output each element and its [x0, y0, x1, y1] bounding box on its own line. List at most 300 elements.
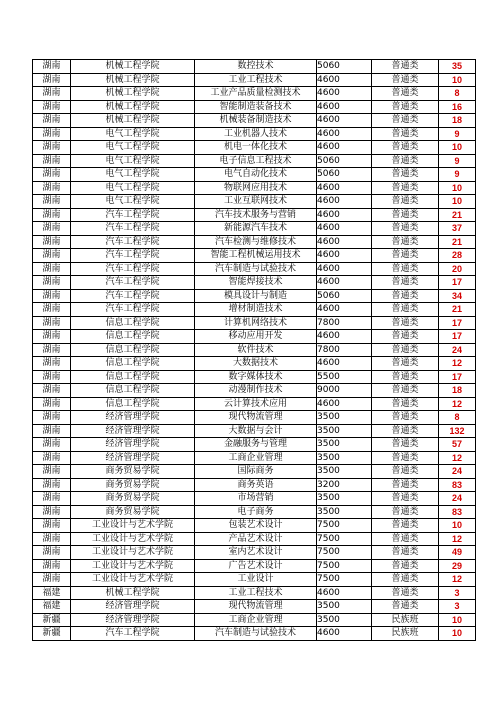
admission-type-cell: 普通类: [372, 208, 439, 222]
admission-type-cell: 普通类: [372, 168, 439, 182]
college-cell: 经济管理学院: [71, 613, 195, 627]
admission-type-cell: 普通类: [372, 384, 439, 398]
major-cell: 汽车制造与试验技术: [195, 262, 317, 276]
province-cell: 新疆: [33, 627, 71, 641]
admission-type-cell: 普通类: [372, 330, 439, 344]
college-cell: 信息工程学院: [71, 316, 195, 330]
tuition-fee-cell: 4600: [317, 303, 372, 317]
tuition-fee-cell: 3500: [317, 451, 372, 465]
tuition-fee-cell: 7800: [317, 316, 372, 330]
tuition-fee-cell: 4600: [317, 276, 372, 290]
tuition-fee-cell: 3500: [317, 465, 372, 479]
table-row: [33, 438, 476, 452]
province-cell: 湖南: [33, 114, 71, 128]
quota-count-cell: 57: [439, 438, 476, 452]
province-cell: 湖南: [33, 100, 71, 114]
major-cell: 智能工程机械运用技术: [195, 249, 317, 263]
tuition-fee-cell: 4600: [317, 87, 372, 101]
province-cell: 湖南: [33, 384, 71, 398]
admission-type-cell: 普通类: [372, 424, 439, 438]
table-row: [33, 168, 476, 182]
table-row: [33, 600, 476, 614]
table-row: [33, 478, 476, 492]
table-row: [33, 546, 476, 560]
quota-count-cell: 10: [439, 195, 476, 209]
province-cell: 湖南: [33, 249, 71, 263]
quota-count-cell: 12: [439, 532, 476, 546]
quota-count-cell: 28: [439, 249, 476, 263]
quota-count-cell: 10: [439, 73, 476, 87]
quota-count-cell: 29: [439, 559, 476, 573]
major-cell: 国际商务: [195, 465, 317, 479]
table-row: [33, 114, 476, 128]
province-cell: 湖南: [33, 154, 71, 168]
college-cell: 汽车工程学院: [71, 235, 195, 249]
quota-count-cell: 10: [439, 141, 476, 155]
admission-type-cell: 普通类: [372, 357, 439, 371]
college-cell: 信息工程学院: [71, 357, 195, 371]
admission-type-cell: 普通类: [372, 154, 439, 168]
admission-type-cell: 普通类: [372, 114, 439, 128]
quota-count-cell: 3: [439, 586, 476, 600]
province-cell: 湖南: [33, 276, 71, 290]
quota-count-cell: 17: [439, 370, 476, 384]
college-cell: 经济管理学院: [71, 438, 195, 452]
college-cell: 经济管理学院: [71, 600, 195, 614]
college-cell: 工业设计与艺术学院: [71, 519, 195, 533]
province-cell: 湖南: [33, 357, 71, 371]
major-cell: 数字媒体技术: [195, 370, 317, 384]
college-cell: 电气工程学院: [71, 181, 195, 195]
major-cell: 工业产品质量检测技术: [195, 87, 317, 101]
table-row: [33, 424, 476, 438]
college-cell: 信息工程学院: [71, 397, 195, 411]
tuition-fee-cell: 4600: [317, 262, 372, 276]
admission-type-cell: 普通类: [372, 559, 439, 573]
tuition-fee-cell: 4600: [317, 249, 372, 263]
college-cell: 机械工程学院: [71, 114, 195, 128]
province-cell: 湖南: [33, 505, 71, 519]
tuition-fee-cell: 4600: [317, 330, 372, 344]
college-cell: 机械工程学院: [71, 100, 195, 114]
admission-type-cell: 普通类: [372, 343, 439, 357]
quota-count-cell: 35: [439, 60, 476, 74]
admission-type-cell: 普通类: [372, 73, 439, 87]
major-cell: 工业工程技术: [195, 586, 317, 600]
major-cell: 金融服务与管理: [195, 438, 317, 452]
province-cell: 湖南: [33, 316, 71, 330]
tuition-fee-cell: 5060: [317, 60, 372, 74]
admission-type-cell: 普通类: [372, 438, 439, 452]
college-cell: 工业设计与艺术学院: [71, 559, 195, 573]
major-cell: 物联网应用技术: [195, 181, 317, 195]
quota-count-cell: 21: [439, 235, 476, 249]
quota-count-cell: 20: [439, 262, 476, 276]
major-cell: 市场营销: [195, 492, 317, 506]
quota-count-cell: 21: [439, 303, 476, 317]
tuition-fee-cell: 4600: [317, 397, 372, 411]
province-cell: 新疆: [33, 613, 71, 627]
tuition-fee-cell: 3500: [317, 600, 372, 614]
table-row: [33, 154, 476, 168]
tuition-fee-cell: 3200: [317, 478, 372, 492]
tuition-fee-cell: 4600: [317, 222, 372, 236]
major-cell: 机电一体化技术: [195, 141, 317, 155]
quota-count-cell: 9: [439, 154, 476, 168]
major-cell: 大数据与会计: [195, 424, 317, 438]
major-cell: 产品艺术设计: [195, 532, 317, 546]
table-row: [33, 384, 476, 398]
province-cell: 湖南: [33, 411, 71, 425]
major-cell: 智能制造装备技术: [195, 100, 317, 114]
tuition-fee-cell: 4600: [317, 627, 372, 641]
major-cell: 数控技术: [195, 60, 317, 74]
college-cell: 商务贸易学院: [71, 492, 195, 506]
admission-type-cell: 普通类: [372, 478, 439, 492]
quota-count-cell: 24: [439, 492, 476, 506]
province-cell: 湖南: [33, 303, 71, 317]
quota-count-cell: 3: [439, 600, 476, 614]
quota-count-cell: 21: [439, 208, 476, 222]
province-cell: 湖南: [33, 127, 71, 141]
tuition-fee-cell: 5060: [317, 154, 372, 168]
college-cell: 经济管理学院: [71, 451, 195, 465]
province-cell: 湖南: [33, 424, 71, 438]
college-cell: 工业设计与艺术学院: [71, 573, 195, 587]
tuition-fee-cell: 3500: [317, 492, 372, 506]
college-cell: 汽车工程学院: [71, 303, 195, 317]
province-cell: 福建: [33, 586, 71, 600]
table-body: [33, 60, 476, 641]
tuition-fee-cell: 4600: [317, 181, 372, 195]
quota-count-cell: 83: [439, 478, 476, 492]
province-cell: 湖南: [33, 465, 71, 479]
quota-count-cell: 18: [439, 384, 476, 398]
tuition-fee-cell: 3500: [317, 438, 372, 452]
admission-type-cell: 普通类: [372, 586, 439, 600]
college-cell: 经济管理学院: [71, 424, 195, 438]
quota-count-cell: 24: [439, 465, 476, 479]
province-cell: 湖南: [33, 60, 71, 74]
quota-count-cell: 12: [439, 451, 476, 465]
quota-count-cell: 9: [439, 127, 476, 141]
admission-type-cell: 民族班: [372, 613, 439, 627]
table-row: [33, 60, 476, 74]
major-cell: 汽车制造与试验技术: [195, 627, 317, 641]
tuition-fee-cell: 7500: [317, 573, 372, 587]
major-cell: 现代物流管理: [195, 600, 317, 614]
province-cell: 湖南: [33, 397, 71, 411]
province-cell: 湖南: [33, 222, 71, 236]
quota-count-cell: 49: [439, 546, 476, 560]
province-cell: 湖南: [33, 573, 71, 587]
table-row: [33, 222, 476, 236]
quota-count-cell: 8: [439, 411, 476, 425]
major-cell: 增材制造技术: [195, 303, 317, 317]
tuition-fee-cell: 5500: [317, 370, 372, 384]
table-row: [33, 627, 476, 641]
admission-type-cell: 普通类: [372, 573, 439, 587]
major-cell: 移动应用开发: [195, 330, 317, 344]
major-cell: 汽车技术服务与营销: [195, 208, 317, 222]
admission-type-cell: 普通类: [372, 397, 439, 411]
tuition-fee-cell: 7800: [317, 343, 372, 357]
quota-count-cell: 83: [439, 505, 476, 519]
table-row: [33, 330, 476, 344]
table-row: [33, 343, 476, 357]
province-cell: 湖南: [33, 438, 71, 452]
quota-count-cell: 12: [439, 397, 476, 411]
tuition-fee-cell: 5060: [317, 168, 372, 182]
table-row: [33, 451, 476, 465]
quota-count-cell: 17: [439, 276, 476, 290]
college-cell: 商务贸易学院: [71, 465, 195, 479]
college-cell: 汽车工程学院: [71, 222, 195, 236]
quota-count-cell: 9: [439, 168, 476, 182]
quota-count-cell: 10: [439, 519, 476, 533]
college-cell: 机械工程学院: [71, 60, 195, 74]
province-cell: 湖南: [33, 451, 71, 465]
admission-type-cell: 普通类: [372, 249, 439, 263]
college-cell: 工业设计与艺术学院: [71, 546, 195, 560]
admission-type-cell: 普通类: [372, 600, 439, 614]
table-row: [33, 505, 476, 519]
major-cell: 智能焊接技术: [195, 276, 317, 290]
tuition-fee-cell: 7500: [317, 519, 372, 533]
province-cell: 湖南: [33, 195, 71, 209]
admission-type-cell: 普通类: [372, 87, 439, 101]
admission-type-cell: 普通类: [372, 519, 439, 533]
province-cell: 湖南: [33, 262, 71, 276]
table-row: [33, 357, 476, 371]
admission-type-cell: 普通类: [372, 276, 439, 290]
province-cell: 湖南: [33, 343, 71, 357]
tuition-fee-cell: 4600: [317, 100, 372, 114]
quota-count-cell: 34: [439, 289, 476, 303]
tuition-fee-cell: 4600: [317, 114, 372, 128]
table-row: [33, 235, 476, 249]
major-cell: 新能源汽车技术: [195, 222, 317, 236]
table-row: [33, 370, 476, 384]
tuition-fee-cell: 3500: [317, 411, 372, 425]
college-cell: 汽车工程学院: [71, 208, 195, 222]
college-cell: 汽车工程学院: [71, 289, 195, 303]
major-cell: 大数据技术: [195, 357, 317, 371]
major-cell: 现代物流管理: [195, 411, 317, 425]
table-row: [33, 276, 476, 290]
major-cell: 动漫制作技术: [195, 384, 317, 398]
tuition-fee-cell: 4600: [317, 586, 372, 600]
major-cell: 计算机网络技术: [195, 316, 317, 330]
admission-type-cell: 普通类: [372, 127, 439, 141]
table-row: [33, 87, 476, 101]
major-cell: 包装艺术设计: [195, 519, 317, 533]
province-cell: 湖南: [33, 87, 71, 101]
college-cell: 机械工程学院: [71, 586, 195, 600]
major-cell: 工业互联网技术: [195, 195, 317, 209]
quota-count-cell: 17: [439, 316, 476, 330]
table-row: [33, 519, 476, 533]
college-cell: 汽车工程学院: [71, 262, 195, 276]
province-cell: 湖南: [33, 519, 71, 533]
tuition-fee-cell: 4600: [317, 235, 372, 249]
tuition-fee-cell: 9000: [317, 384, 372, 398]
quota-count-cell: 10: [439, 181, 476, 195]
admission-type-cell: 普通类: [372, 195, 439, 209]
tuition-fee-cell: 3500: [317, 505, 372, 519]
major-cell: 云计算技术应用: [195, 397, 317, 411]
college-cell: 信息工程学院: [71, 370, 195, 384]
tuition-fee-cell: 7500: [317, 532, 372, 546]
major-cell: 室内艺术设计: [195, 546, 317, 560]
major-cell: 工业工程技术: [195, 73, 317, 87]
province-cell: 湖南: [33, 559, 71, 573]
table-row: [33, 573, 476, 587]
major-cell: 工业设计: [195, 573, 317, 587]
province-cell: 湖南: [33, 141, 71, 155]
college-cell: 信息工程学院: [71, 343, 195, 357]
major-cell: 电子商务: [195, 505, 317, 519]
quota-count-cell: 17: [439, 330, 476, 344]
province-cell: 福建: [33, 600, 71, 614]
admission-type-cell: 普通类: [372, 181, 439, 195]
table-row: [33, 397, 476, 411]
major-cell: 工商企业管理: [195, 613, 317, 627]
table-row: [33, 492, 476, 506]
quota-count-cell: 8: [439, 87, 476, 101]
college-cell: 商务贸易学院: [71, 478, 195, 492]
province-cell: 湖南: [33, 492, 71, 506]
province-cell: 湖南: [33, 235, 71, 249]
quota-count-cell: 37: [439, 222, 476, 236]
table-row: [33, 249, 476, 263]
admission-type-cell: 普通类: [372, 289, 439, 303]
tuition-fee-cell: 4600: [317, 141, 372, 155]
admission-type-cell: 普通类: [372, 316, 439, 330]
admission-type-cell: 普通类: [372, 465, 439, 479]
table-row: [33, 73, 476, 87]
college-cell: 汽车工程学院: [71, 249, 195, 263]
table-row: [33, 532, 476, 546]
province-cell: 湖南: [33, 181, 71, 195]
admission-type-cell: 普通类: [372, 141, 439, 155]
province-cell: 湖南: [33, 330, 71, 344]
table-row: [33, 289, 476, 303]
admission-type-cell: 普通类: [372, 235, 439, 249]
admission-type-cell: 普通类: [372, 492, 439, 506]
college-cell: 信息工程学院: [71, 330, 195, 344]
major-cell: 广告艺术设计: [195, 559, 317, 573]
tuition-fee-cell: 4600: [317, 127, 372, 141]
admission-type-cell: 普通类: [372, 262, 439, 276]
college-cell: 电气工程学院: [71, 195, 195, 209]
college-cell: 电气工程学院: [71, 127, 195, 141]
major-cell: 商务英语: [195, 478, 317, 492]
province-cell: 湖南: [33, 289, 71, 303]
major-cell: 软件技术: [195, 343, 317, 357]
table-row: [33, 411, 476, 425]
admission-type-cell: 普通类: [372, 100, 439, 114]
table-row: [33, 262, 476, 276]
tuition-fee-cell: 5060: [317, 289, 372, 303]
tuition-fee-cell: 4600: [317, 357, 372, 371]
admission-type-cell: 普通类: [372, 222, 439, 236]
tuition-fee-cell: 4600: [317, 73, 372, 87]
college-cell: 汽车工程学院: [71, 276, 195, 290]
quota-count-cell: 12: [439, 357, 476, 371]
major-cell: 工业机器人技术: [195, 127, 317, 141]
admission-type-cell: 普通类: [372, 370, 439, 384]
college-cell: 经济管理学院: [71, 411, 195, 425]
province-cell: 湖南: [33, 546, 71, 560]
province-cell: 湖南: [33, 208, 71, 222]
admission-type-cell: 普通类: [372, 411, 439, 425]
table-row: [33, 559, 476, 573]
admission-type-cell: 普通类: [372, 60, 439, 74]
tuition-fee-cell: 3500: [317, 613, 372, 627]
province-cell: 湖南: [33, 168, 71, 182]
college-cell: 汽车工程学院: [71, 627, 195, 641]
table-row: [33, 141, 476, 155]
table-row: [33, 613, 476, 627]
college-cell: 电气工程学院: [71, 154, 195, 168]
quota-count-cell: 24: [439, 343, 476, 357]
quota-count-cell: 18: [439, 114, 476, 128]
quota-count-cell: 12: [439, 573, 476, 587]
college-cell: 电气工程学院: [71, 141, 195, 155]
major-cell: 电子信息工程技术: [195, 154, 317, 168]
major-cell: 工商企业管理: [195, 451, 317, 465]
table-row: [33, 208, 476, 222]
table-row: [33, 316, 476, 330]
major-cell: 模具设计与制造: [195, 289, 317, 303]
admission-type-cell: 普通类: [372, 303, 439, 317]
quota-count-cell: 132: [439, 424, 476, 438]
table-row: [33, 181, 476, 195]
table-row: [33, 195, 476, 209]
province-cell: 湖南: [33, 370, 71, 384]
quota-count-cell: 16: [439, 100, 476, 114]
admission-type-cell: 民族班: [372, 627, 439, 641]
tuition-fee-cell: 3500: [317, 424, 372, 438]
major-cell: 汽车检测与维修技术: [195, 235, 317, 249]
province-cell: 湖南: [33, 478, 71, 492]
tuition-fee-cell: 4600: [317, 195, 372, 209]
admission-type-cell: 普通类: [372, 505, 439, 519]
table-row: [33, 100, 476, 114]
admission-type-cell: 普通类: [372, 451, 439, 465]
college-cell: 商务贸易学院: [71, 505, 195, 519]
table-row: [33, 465, 476, 479]
admission-type-cell: 普通类: [372, 532, 439, 546]
quota-count-cell: 10: [439, 613, 476, 627]
table-row: [33, 586, 476, 600]
table-row: [33, 303, 476, 317]
province-cell: 湖南: [33, 73, 71, 87]
table-row: [33, 127, 476, 141]
province-cell: 湖南: [33, 532, 71, 546]
tuition-fee-cell: 7500: [317, 559, 372, 573]
major-cell: 机械装备制造技术: [195, 114, 317, 128]
major-cell: 电气自动化技术: [195, 168, 317, 182]
college-cell: 机械工程学院: [71, 87, 195, 101]
admission-type-cell: 普通类: [372, 546, 439, 560]
quota-count-cell: 10: [439, 627, 476, 641]
college-cell: 电气工程学院: [71, 168, 195, 182]
enrollment-plan-table: [32, 59, 476, 641]
college-cell: 信息工程学院: [71, 384, 195, 398]
tuition-fee-cell: 7500: [317, 546, 372, 560]
